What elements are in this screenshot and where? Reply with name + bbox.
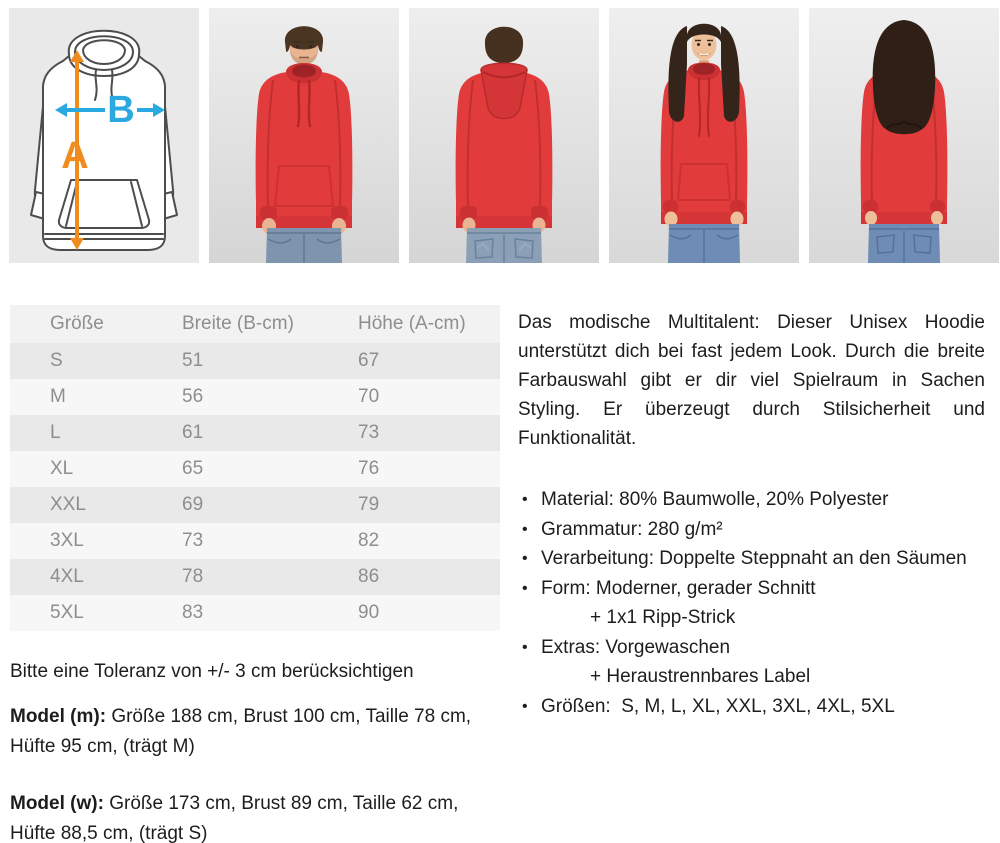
model-m-info [10, 702, 500, 762]
cell-size: S [50, 350, 63, 371]
size-table [10, 305, 500, 631]
cell-size: 5XL [50, 602, 84, 623]
product-gallery [0, 0, 1000, 263]
tolerance-note: Bitte eine Toleranz von +/- 3 cm berücksichtigen [10, 661, 414, 682]
table-row [10, 487, 500, 523]
gallery-item-model-male-back[interactable] [409, 8, 599, 263]
table-row [10, 379, 500, 415]
cell-width: 56 [182, 386, 204, 407]
product-description: Das modische Multitalent: Dieser Unisex Hoodie unterstützt dich bei fast jedem Look. Durch die breite Farbauswahl gibt er dir viel Spielraum in Sachen Styling. Er überzeugt durch Stilsicherheit und Funktionalität. [518, 312, 985, 449]
feature-text: Material: 80% Baumwolle, 20% Polyester [541, 489, 889, 510]
cell-width: 61 [182, 422, 204, 443]
cell-height: 86 [358, 566, 380, 587]
bullet-icon: • [522, 697, 528, 715]
model-w-info [10, 789, 500, 843]
feature-text: Form: Moderner, gerader Schnitt [541, 577, 816, 599]
bullet-icon: • [522, 491, 528, 508]
bullet-icon: • [522, 638, 528, 656]
gallery-item-size-diagram[interactable] [9, 8, 199, 263]
gallery-item-model-female-back[interactable] [809, 8, 999, 263]
cell-height: 90 [358, 602, 380, 623]
cell-height: 82 [358, 530, 380, 551]
list-item [518, 485, 985, 515]
cell-width: 65 [182, 458, 204, 479]
feature-text: + 1x1 Ripp-Strick [590, 607, 736, 628]
column-header-width: Breite (B-cm) [182, 313, 294, 334]
table-row [10, 559, 500, 595]
table-row [10, 523, 500, 559]
column-header-height: Höhe (A-cm) [358, 313, 466, 334]
column-header-size: Größe [50, 313, 104, 334]
cell-height: 73 [358, 422, 380, 443]
feature-text: Extras: Vorgewaschen [541, 636, 731, 658]
size-table-header-row [10, 305, 500, 343]
list-item [518, 574, 985, 604]
cell-height: 67 [358, 350, 380, 371]
cell-size: XL [50, 458, 74, 479]
measure-a-label: A [61, 135, 89, 177]
cell-size: 3XL [50, 530, 84, 551]
male-back-photo [409, 8, 599, 263]
cell-height: 79 [358, 494, 380, 515]
list-item [518, 633, 985, 663]
cell-width: 51 [182, 350, 204, 371]
cell-size: L [50, 422, 61, 443]
feature-text: Größen: S, M, L, XL, XXL, 3XL, 4XL, 5XL [541, 695, 895, 717]
product-info-section [0, 305, 1000, 843]
cell-width: 73 [182, 530, 204, 551]
hoodie-measurement-diagram [9, 8, 199, 263]
table-row [10, 415, 500, 451]
description-column [518, 305, 985, 721]
gallery-item-model-female-front[interactable] [609, 8, 799, 263]
feature-text: Grammatur: 280 g/m² [541, 518, 723, 540]
gallery-item-model-male-front[interactable] [209, 8, 399, 263]
male-front-photo [209, 8, 399, 263]
size-info-column [10, 305, 500, 843]
list-item-continuation [518, 603, 985, 633]
model-m-text: Größe 188 cm, Brust 100 cm, Taille 78 cm, Hüfte 95 cm, (trägt M) [10, 706, 472, 757]
cell-width: 78 [182, 566, 204, 587]
female-front-photo [609, 8, 799, 263]
cell-size: M [50, 386, 66, 407]
cell-size: 4XL [50, 566, 84, 587]
cell-width: 69 [182, 494, 204, 515]
measure-b-label: B [107, 89, 135, 131]
cell-height: 70 [358, 386, 380, 407]
list-item [518, 544, 985, 574]
list-item-continuation [518, 662, 985, 692]
cell-height: 76 [358, 458, 380, 479]
model-m-label: Model (m): [10, 706, 107, 727]
model-w-label: Model (w): [10, 793, 104, 814]
cell-size: XXL [50, 494, 86, 515]
list-item [518, 692, 985, 722]
bullet-icon: • [522, 579, 528, 597]
feature-list [518, 485, 985, 721]
bullet-icon: • [522, 550, 528, 567]
table-row [10, 451, 500, 487]
model-w-text: Größe 173 cm, Brust 89 cm, Taille 62 cm, Hüfte 88,5 cm, (trägt S) [10, 793, 459, 843]
list-item [518, 515, 985, 545]
table-row [10, 595, 500, 631]
female-back-photo [809, 8, 999, 263]
feature-text: Verarbeitung: Doppelte Steppnaht an den Säumen [541, 548, 967, 569]
table-row [10, 343, 500, 379]
bullet-icon: • [522, 520, 528, 538]
cell-width: 83 [182, 602, 204, 623]
feature-text: + Heraustrennbares Label [590, 666, 811, 687]
